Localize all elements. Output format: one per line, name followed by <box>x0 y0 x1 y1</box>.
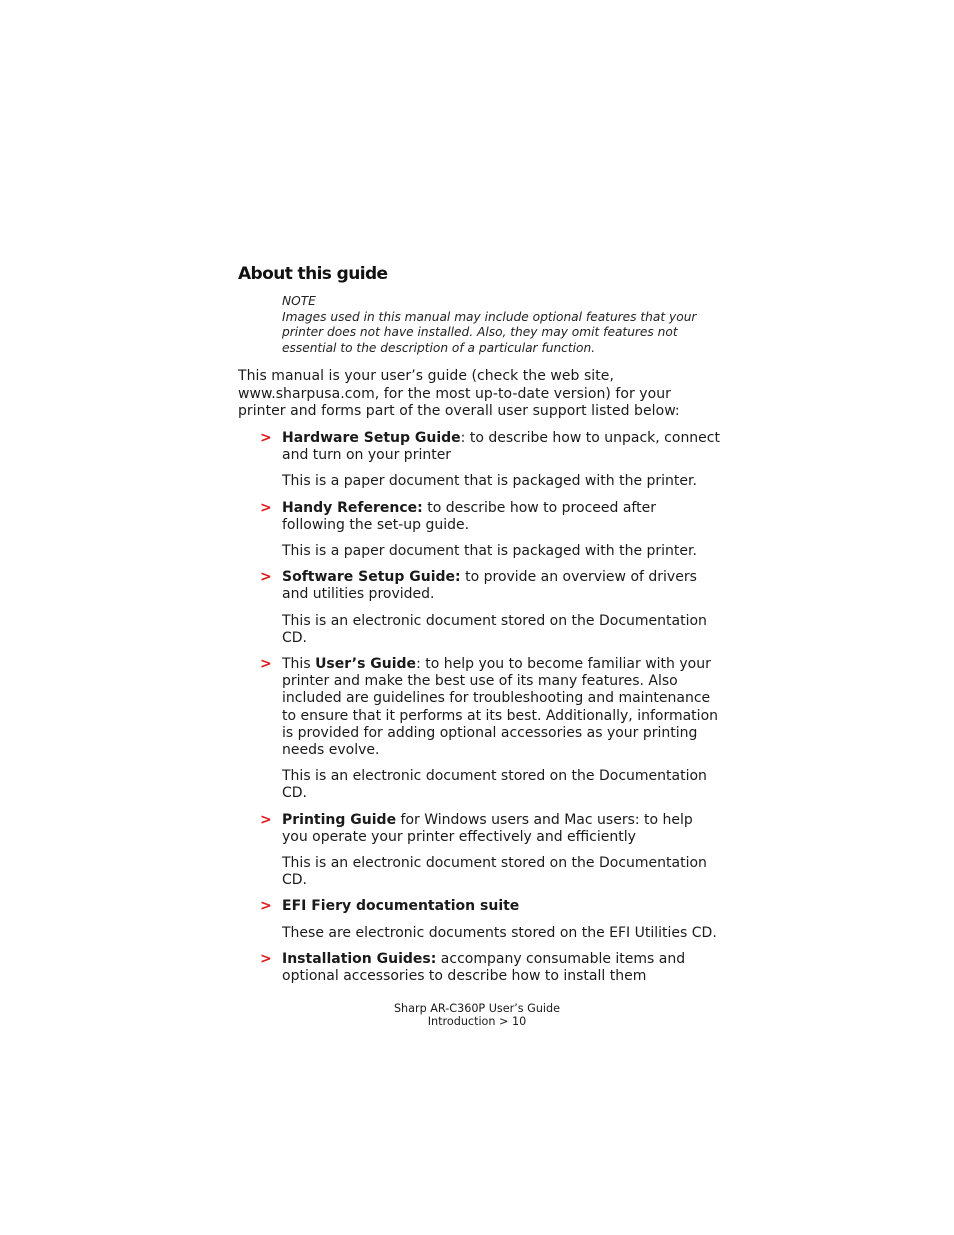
page-footer <box>0 1002 954 1028</box>
item-title: Hardware Setup Guide <box>282 429 461 446</box>
chevron-right-icon: > <box>260 950 272 967</box>
item-title: Software Setup Guide: <box>282 569 461 586</box>
list-item <box>238 656 720 803</box>
intro-paragraph: This manual is your user’s guide (check the web site, www.sharpusa.com, for the most up-to-date version) for your printer and forms part of the overall user support listed below: <box>238 368 680 419</box>
chevron-right-icon: > <box>260 569 272 586</box>
note-box <box>282 294 720 356</box>
note-label: NOTE <box>282 294 316 308</box>
item-description: for Windows users and Mac users: to help you operate your printer effectively and efficiently <box>282 811 693 845</box>
item-lead <box>282 656 720 759</box>
item-lead <box>282 951 720 985</box>
item-lead <box>282 430 720 464</box>
item-detail: This is an electronic document stored on the Documentation CD. <box>282 768 707 802</box>
list-item <box>238 430 720 491</box>
item-lead <box>282 569 720 603</box>
footer-location: Introduction > 10 <box>427 1015 527 1028</box>
item-detail: This is a paper document that is packaged with the printer. <box>282 473 697 490</box>
page-content <box>238 262 720 994</box>
item-detail: This is a paper document that is packaged with the printer. <box>282 543 697 559</box>
note-text: Images used in this manual may include optional features that your printer does not have installed. Also, they may omit features not essential to the description of a particular function. <box>282 309 697 355</box>
item-title: User’s Guide <box>315 656 417 673</box>
section-title: About this guide <box>238 264 388 284</box>
item-description: : to describe how to unpack, connect and turn on your printer <box>282 429 720 464</box>
chevron-right-icon: > <box>260 429 272 446</box>
item-detail: This is an electronic document stored on the Documentation CD. <box>282 855 707 889</box>
list-item <box>238 898 720 941</box>
item-lead <box>282 898 720 915</box>
list-item <box>238 500 720 561</box>
item-detail: These are electronic documents stored on the EFI Utilities CD. <box>282 924 717 941</box>
chevron-right-icon: > <box>260 898 272 915</box>
guide-list <box>238 430 720 985</box>
chevron-right-icon: > <box>260 811 272 828</box>
list-item <box>238 569 720 647</box>
item-title: Handy Reference: <box>282 499 423 516</box>
item-lead <box>282 500 720 534</box>
chevron-right-icon: > <box>260 656 272 673</box>
item-detail: This is an electronic document stored on the Documentation CD. <box>282 612 707 646</box>
chevron-right-icon: > <box>260 499 272 516</box>
item-description: : to help you to become familiar with your printer and make the best use of its many features. Also included are guidelines for troubleshooting and maintenance to ensure that it performs at its best. Additionally, information is provided for adding optional accessories as your printing needs evolve. <box>282 656 719 759</box>
item-description: to provide an overview of drivers and utilities provided. <box>282 569 697 603</box>
list-item <box>238 951 720 985</box>
item-title: Printing Guide <box>282 811 397 828</box>
list-item <box>238 812 720 890</box>
item-prefix: This <box>282 656 316 673</box>
item-title: Installation Guides: <box>282 950 437 967</box>
item-lead <box>282 812 720 846</box>
item-description: accompany consumable items and optional accessories to describe how to install them <box>282 950 686 985</box>
item-title: EFI Fiery documentation suite <box>282 898 520 915</box>
item-description: to describe how to proceed after following the set-up guide. <box>282 499 656 533</box>
footer-product: Sharp AR-C360P User’s Guide <box>393 1002 561 1015</box>
